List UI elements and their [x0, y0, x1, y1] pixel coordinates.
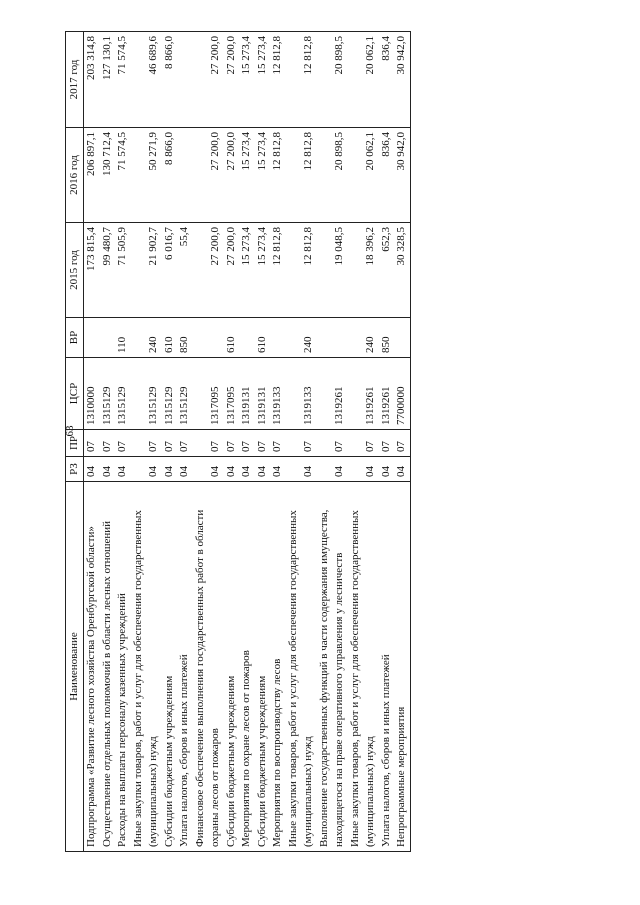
row-2016: 20 898,5	[317, 128, 348, 223]
row-2016	[177, 128, 193, 223]
row-2015: 27 200,0	[224, 223, 240, 318]
row-2016: 50 271,9	[131, 128, 162, 223]
row-csr: 1317095	[224, 358, 240, 430]
row-pr: 07	[317, 430, 348, 457]
row-pr: 07	[270, 430, 286, 457]
row-rz: 04	[115, 457, 131, 482]
row-rz: 04	[239, 457, 255, 482]
row-2015: 12 812,8	[270, 223, 286, 318]
row-2016: 27 200,0	[193, 128, 224, 223]
row-csr: 1319261	[379, 358, 395, 430]
row-rz: 04	[162, 457, 178, 482]
row-csr: 1319261	[348, 358, 379, 430]
row-rz: 04	[84, 457, 100, 482]
row-2017: 20 062,1	[348, 32, 379, 128]
row-2017: 30 942,0	[394, 32, 410, 128]
row-pr: 07	[115, 430, 131, 457]
table-row	[317, 32, 348, 852]
header-2017: 2017 год	[66, 32, 84, 128]
table-row	[84, 32, 100, 852]
table-row	[193, 32, 224, 852]
row-name: Субсидии бюджетным учреждениям	[224, 482, 240, 852]
row-vr	[193, 318, 224, 358]
table-row	[394, 32, 410, 852]
row-csr: 1319133	[286, 358, 317, 430]
table-row	[131, 32, 162, 852]
header-name: Наименование	[66, 482, 84, 852]
row-rz: 04	[100, 457, 116, 482]
rotated-table-container	[65, 32, 595, 852]
row-rz: 04	[348, 457, 379, 482]
row-vr: 610	[162, 318, 178, 358]
table-row	[100, 32, 116, 852]
row-name: Финансовое обеспечение выполнения государственных работ в области охраны лесов от пожаров	[193, 482, 224, 852]
table-row	[115, 32, 131, 852]
row-2017: 12 812,8	[270, 32, 286, 128]
row-2016: 206 897,1	[84, 128, 100, 223]
row-2016: 15 273,4	[239, 128, 255, 223]
row-vr: 110	[115, 318, 131, 358]
row-name: Уплата налогов, сборов и иных платежей	[177, 482, 193, 852]
row-name: Уплата налогов, сборов и иных платежей	[379, 482, 395, 852]
row-name: Расходы на выплаты персоналу казенных учреждений	[115, 482, 131, 852]
row-name: Непрограммные мероприятия	[394, 482, 410, 852]
header-2015: 2015 год	[66, 223, 84, 318]
row-2017: 71 574,5	[115, 32, 131, 128]
table-row	[162, 32, 178, 852]
row-csr: 1310000	[84, 358, 100, 430]
row-csr: 1317095	[193, 358, 224, 430]
page-number: 63	[64, 425, 76, 437]
row-name: Субсидии бюджетным учреждениям	[255, 482, 271, 852]
row-2017: 15 273,4	[255, 32, 271, 128]
header-pr: ПР	[66, 430, 84, 457]
row-name: Иные закупки товаров, работ и услуг для обеспечения государственных (муниципальных) нужд	[286, 482, 317, 852]
row-2016: 12 812,8	[286, 128, 317, 223]
row-rz: 04	[177, 457, 193, 482]
row-2015: 21 902,7	[131, 223, 162, 318]
row-pr: 07	[394, 430, 410, 457]
row-2017: 20 898,5	[317, 32, 348, 128]
row-rz: 04	[379, 457, 395, 482]
row-2016: 8 866,0	[162, 128, 178, 223]
row-pr: 07	[100, 430, 116, 457]
row-2015: 15 273,4	[239, 223, 255, 318]
row-2016: 71 574,5	[115, 128, 131, 223]
row-2015: 71 505,9	[115, 223, 131, 318]
table-row	[286, 32, 317, 852]
row-2016: 836,4	[379, 128, 395, 223]
row-rz: 04	[317, 457, 348, 482]
row-2017	[177, 32, 193, 128]
row-csr: 1315129	[162, 358, 178, 430]
row-name: Мероприятия по охране лесов от пожаров	[239, 482, 255, 852]
row-2017: 8 866,0	[162, 32, 178, 128]
row-name: Иные закупки товаров, работ и услуг для обеспечения государственных (муниципальных) нужд	[348, 482, 379, 852]
row-vr	[394, 318, 410, 358]
row-2015: 12 812,8	[286, 223, 317, 318]
table-row	[224, 32, 240, 852]
row-vr	[317, 318, 348, 358]
row-vr	[84, 318, 100, 358]
row-pr: 07	[162, 430, 178, 457]
row-csr: 1315129	[177, 358, 193, 430]
row-pr: 07	[379, 430, 395, 457]
row-csr: 1315129	[100, 358, 116, 430]
row-2015: 30 328,5	[394, 223, 410, 318]
row-2015: 6 016,7	[162, 223, 178, 318]
row-vr	[270, 318, 286, 358]
row-pr: 07	[131, 430, 162, 457]
row-2017: 203 314,8	[84, 32, 100, 128]
row-rz: 04	[286, 457, 317, 482]
header-2016: 2016 год	[66, 128, 84, 223]
row-vr: 240	[348, 318, 379, 358]
row-name: Мероприятия по воспроизводству лесов	[270, 482, 286, 852]
row-vr: 610	[255, 318, 271, 358]
row-rz: 04	[131, 457, 162, 482]
row-pr: 07	[255, 430, 271, 457]
table-row	[255, 32, 271, 852]
row-pr: 07	[84, 430, 100, 457]
table-row	[177, 32, 193, 852]
row-2016: 12 812,8	[270, 128, 286, 223]
row-2016: 130 712,4	[100, 128, 116, 223]
row-rz: 04	[255, 457, 271, 482]
header-vr: ВР	[66, 318, 84, 358]
budget-table	[65, 31, 411, 852]
row-pr: 07	[348, 430, 379, 457]
row-csr: 1315129	[115, 358, 131, 430]
row-csr: 1319131	[239, 358, 255, 430]
row-name: Иные закупки товаров, работ и услуг для обеспечения государственных (муниципальных) нужд	[131, 482, 162, 852]
row-2016: 20 062,1	[348, 128, 379, 223]
row-vr: 240	[286, 318, 317, 358]
row-vr: 240	[131, 318, 162, 358]
row-2017: 836,4	[379, 32, 395, 128]
row-2017: 46 689,6	[131, 32, 162, 128]
row-csr: 1319261	[317, 358, 348, 430]
row-2016: 30 942,0	[394, 128, 410, 223]
row-2015: 55,4	[177, 223, 193, 318]
row-2017: 27 200,0	[224, 32, 240, 128]
row-rz: 04	[394, 457, 410, 482]
row-rz: 04	[224, 457, 240, 482]
table-row	[379, 32, 395, 852]
row-2015: 99 480,7	[100, 223, 116, 318]
row-2017: 12 812,8	[286, 32, 317, 128]
row-csr: 7700000	[394, 358, 410, 430]
row-2015: 652,3	[379, 223, 395, 318]
row-pr: 07	[177, 430, 193, 457]
row-pr: 07	[224, 430, 240, 457]
row-2017: 15 273,4	[239, 32, 255, 128]
row-name: Выполнение государственных функций в части содержания имущества, находящегося на праве оперативного управления у лесничеств	[317, 482, 348, 852]
row-name: Субсидии бюджетным учреждениям	[162, 482, 178, 852]
row-vr: 850	[177, 318, 193, 358]
row-rz: 04	[270, 457, 286, 482]
row-pr: 07	[193, 430, 224, 457]
table-row	[239, 32, 255, 852]
row-2017: 127 130,1	[100, 32, 116, 128]
header-csr: ЦСР	[66, 358, 84, 430]
row-name: Подпрограмма «Развитие лесного хозяйства Оренбургской области»	[84, 482, 100, 852]
row-rz: 04	[193, 457, 224, 482]
row-2015: 19 048,5	[317, 223, 348, 318]
row-csr: 1319133	[270, 358, 286, 430]
row-vr	[100, 318, 116, 358]
row-2016: 15 273,4	[255, 128, 271, 223]
row-2017: 27 200,0	[193, 32, 224, 128]
row-csr: 1319131	[255, 358, 271, 430]
row-2015: 173 815,4	[84, 223, 100, 318]
row-2015: 15 273,4	[255, 223, 271, 318]
row-vr: 850	[379, 318, 395, 358]
row-pr: 07	[239, 430, 255, 457]
row-vr	[239, 318, 255, 358]
table-row	[348, 32, 379, 852]
row-2015: 18 396,2	[348, 223, 379, 318]
header-rz: РЗ	[66, 457, 84, 482]
row-2016: 27 200,0	[224, 128, 240, 223]
row-pr: 07	[286, 430, 317, 457]
row-csr: 1315129	[131, 358, 162, 430]
table-row	[270, 32, 286, 852]
row-name: Осуществление отдельных полномочий в области лесных отношений	[100, 482, 116, 852]
row-2015: 27 200,0	[193, 223, 224, 318]
table-header-row	[66, 32, 84, 852]
row-vr: 610	[224, 318, 240, 358]
